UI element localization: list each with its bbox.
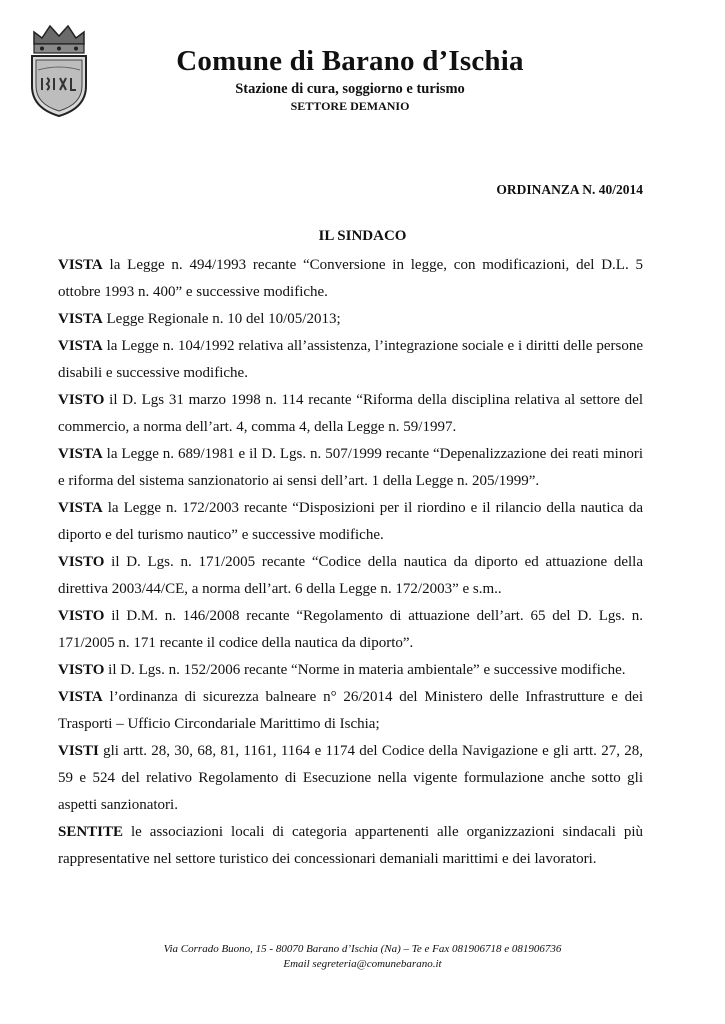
- paragraph: [58, 549, 643, 603]
- paragraph-keyword: VISTA: [58, 500, 103, 516]
- ordinance-number: ORDINANZA N. 40/2014: [496, 182, 643, 197]
- footer-address: Via Corrado Buono, 15 - 80070 Barano d’Ischia (Na) – Te e Fax 081906718 e 081906736: [163, 943, 562, 955]
- paragraph: [58, 441, 643, 495]
- municipality-subtitle: Stazione di cura, soggiorno e turismo: [235, 81, 465, 97]
- paragraph-text: l’ordinanza di sicurezza balneare n° 26/2014 del Ministero delle Infrastrutture e dei Trasporti – Ufficio Circondariale Marittimo di Ischia;: [58, 689, 643, 732]
- paragraph-keyword: VISTO: [58, 662, 105, 678]
- paragraph: [58, 738, 643, 819]
- paragraph: [58, 684, 643, 738]
- paragraph-keyword: VISTI: [58, 743, 99, 759]
- paragraph-text: il D. Lgs. n. 152/2006 recante “Norme in materia ambientale” e successive modifiche.: [104, 662, 626, 678]
- municipality-title: Comune di Barano d’Ischia: [176, 45, 524, 77]
- paragraph: [58, 495, 643, 549]
- paragraph-text: il D.M. n. 146/2008 recante “Regolamento di attuazione dell’art. 65 del D. Lgs. n. 171/2005 n. 171 recante il codice della nautica da diporto”.: [58, 608, 643, 651]
- paragraph: [58, 657, 643, 684]
- paragraph-keyword: VISTO: [58, 392, 105, 408]
- paragraph-keyword: VISTA: [58, 311, 103, 327]
- paragraph-keyword: VISTA: [58, 338, 103, 354]
- paragraph-text: la Legge n. 172/2003 recante “Disposizioni per il riordino e il rilancio della nautica da diporto e del turismo nautico” e successive modifiche.: [58, 500, 643, 543]
- paragraph-text: la Legge n. 689/1981 e il D. Lgs. n. 507/1999 recante “Depenalizzazione dei reati minori e riforma del sistema sanzionatorio ai sensi dell’art. 1 della Legge n. 205/1999”.: [58, 446, 643, 489]
- document-body: [58, 252, 643, 873]
- paragraph: [58, 252, 643, 306]
- municipal-crest-icon: [20, 14, 98, 122]
- paragraph-keyword: VISTO: [58, 608, 105, 624]
- letterhead: [100, 44, 600, 114]
- paragraph-keyword: VISTO: [58, 554, 105, 570]
- paragraph-text: gli artt. 28, 30, 68, 81, 1161, 1164 e 1174 del Codice della Navigazione e gli artt. 27, 28, 59 e 524 del relativo Regolamento di Esecuzione nella vigente formulazione anche sotto gli aspetti sanzionatori.: [58, 743, 643, 813]
- paragraph: [58, 819, 643, 873]
- paragraph-text: il D. Lgs 31 marzo 1998 n. 114 recante “Riforma della disciplina relativa al settore del commercio, a norma dell’art. 4, comma 4, della Legge n. 59/1997.: [58, 392, 643, 435]
- sector-name: SETTORE DEMANIO: [290, 99, 410, 113]
- paragraph-text: le associazioni locali di categoria appartenenti alle organizzazioni sindacali più rappresentative nel settore turistico dei concessionari demaniali marittimi e dei lavoratori.: [58, 824, 643, 867]
- page-footer: [0, 942, 725, 972]
- paragraph-text: la Legge n. 494/1993 recante “Conversione in legge, con modificazioni, del D.L. 5 ottobre 1993 n. 400” e successive modifiche.: [58, 257, 643, 300]
- paragraph-keyword: VISTA: [58, 689, 103, 705]
- paragraph-keyword: VISTA: [58, 257, 103, 273]
- paragraph: [58, 387, 643, 441]
- paragraph-keyword: VISTA: [58, 446, 103, 462]
- paragraph-text: Legge Regionale n. 10 del 10/05/2013;: [102, 311, 341, 327]
- paragraph-text: il D. Lgs. n. 171/2005 recante “Codice della nautica da diporto ed attuazione della direttiva 2003/44/CE, a norma dell’art. 6 della Legge n. 172/2003” e s.m..: [58, 554, 643, 597]
- paragraph-text: la Legge n. 104/1992 relativa all’assistenza, l’integrazione sociale e i diritti delle persone disabili e successive modifiche.: [58, 338, 643, 381]
- paragraph: [58, 306, 643, 333]
- paragraph: [58, 603, 643, 657]
- footer-email: Email segreteria@comunebarano.it: [283, 958, 442, 970]
- paragraph-keyword: SENTITE: [58, 824, 124, 840]
- section-heading: IL SINDACO: [318, 228, 407, 244]
- paragraph: [58, 333, 643, 387]
